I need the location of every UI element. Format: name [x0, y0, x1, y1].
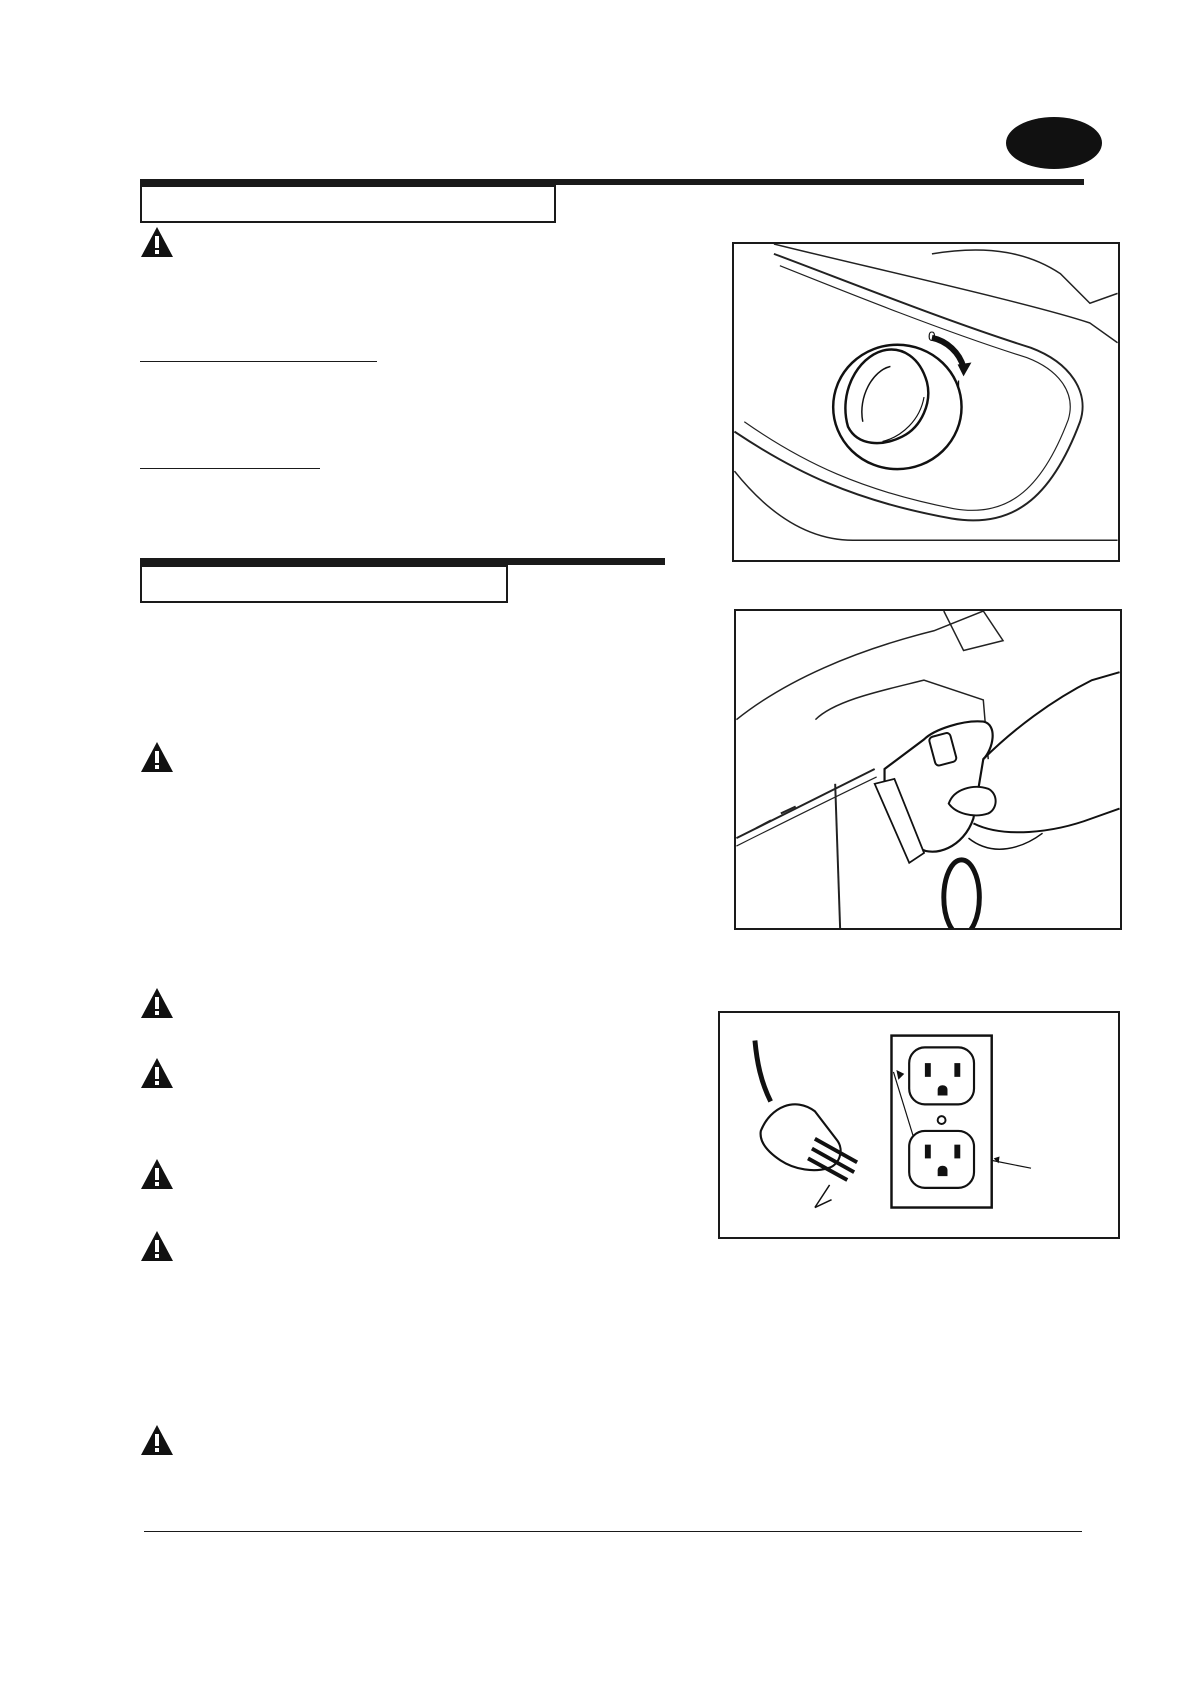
warning-triangle-icon — [140, 226, 174, 258]
warning-triangle-icon — [140, 741, 174, 773]
knob-label-off: 0 — [927, 327, 936, 344]
section1-title-box — [140, 185, 556, 223]
warning-triangle-icon — [140, 1424, 174, 1456]
warning-triangle-icon — [140, 1158, 174, 1190]
figure-control-knob — [732, 242, 1120, 562]
knob-illustration — [734, 244, 1118, 560]
warning-triangle-icon — [140, 1230, 174, 1262]
underline-2 — [140, 468, 320, 469]
grounded-outlet-illustration — [720, 1013, 1118, 1237]
warning-triangle-icon — [140, 987, 174, 1019]
knob-label-on: I — [956, 377, 961, 394]
section2-rule — [140, 558, 665, 565]
footer-rule — [144, 1531, 1082, 1532]
figure-plug-connector — [734, 609, 1122, 930]
language-badge — [1006, 117, 1102, 169]
figure-grounded-outlet — [718, 1011, 1120, 1239]
warning-triangle-icon — [140, 1057, 174, 1089]
underline-1 — [140, 361, 377, 362]
plug-connector-illustration — [736, 611, 1120, 928]
section2-title-box — [140, 565, 508, 603]
